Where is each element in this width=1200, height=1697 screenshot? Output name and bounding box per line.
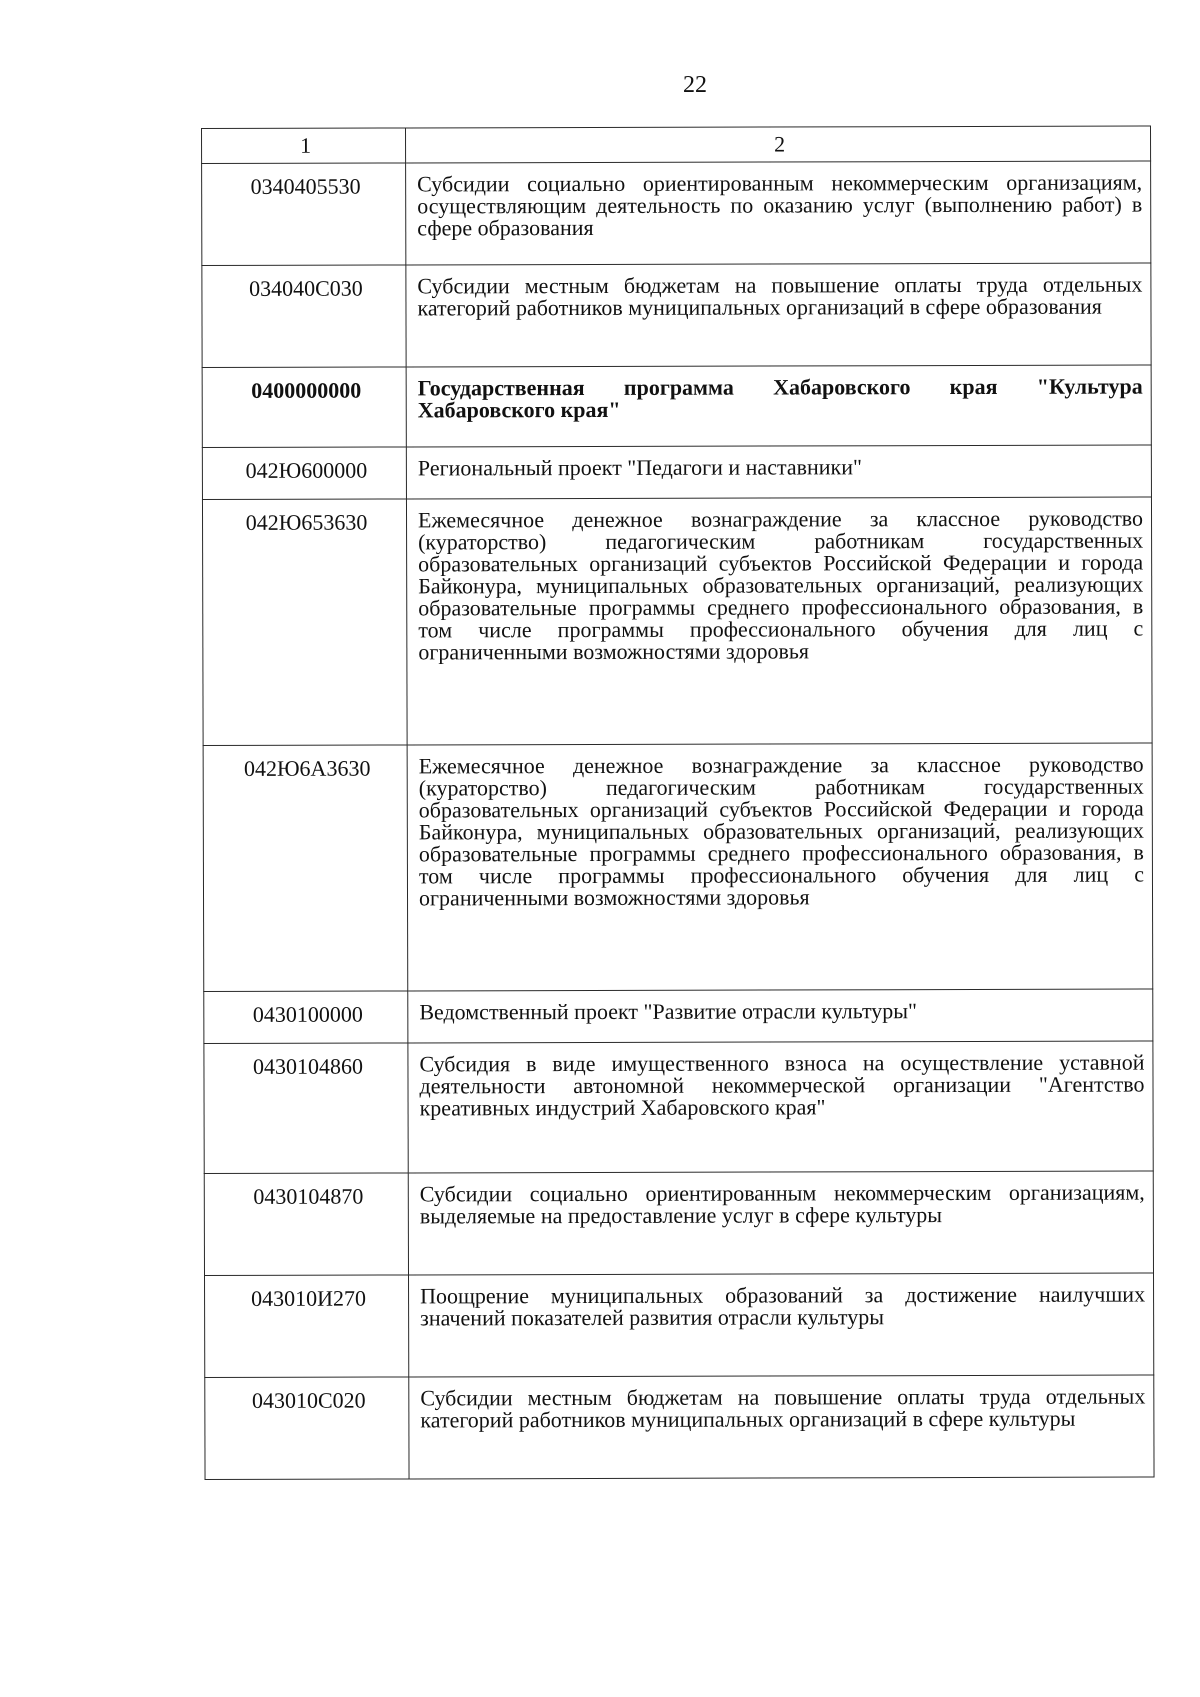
table-row [204,1041,1153,1173]
row-description: Субсидии местным бюджетам на повышение оплаты труда отдельных категорий работников муниципальных организаций в сфере образования [406,263,1151,367]
row-description: Ежемесячное денежное вознаграждение за классное руководство (кураторство) педагогическим работникам государственных образовательных организаций субъектов Российской Федерации и города Байконура, муниципальных образовательных организаций, реализующих образовательные программы среднего профессионального образования, в том числе программы профессионального обучения для лиц с ограниченными возможностями здоровья [406,497,1152,745]
row-description: Государственная программа Хабаровского края "Культура Хабаровского края" [406,365,1151,447]
budget-classification-table [201,126,1155,1480]
page-number: 22 [683,72,707,98]
row-description: Поощрение муниципальных образований за достижение наилучших значений показателей развития отрасли культуры [409,1273,1154,1377]
row-description: Ежемесячное денежное вознаграждение за классное руководство (кураторство) педагогическим работникам государственных образовательных организаций субъектов Российской Федерации и города Байконура, муниципальных образовательных организаций, реализующих образовательные программы среднего профессионального образования, в том числе программы профессионального обучения для лиц с ограниченными возможностями здоровья [407,743,1153,991]
row-description: Субсидии социально ориентированным некоммерческим организациям, осуществляющим деятельность по оказанию услуг (выполнению работ) в сфере образования [406,161,1151,265]
table-row-program [202,365,1151,447]
table-row [202,263,1151,367]
row-code: 0430104860 [204,1043,408,1174]
table-row [202,161,1151,265]
column-header-1: 1 [202,128,406,164]
column-header-2: 2 [406,126,1151,163]
table-row [205,1375,1154,1479]
row-code: 042Ю6А3630 [203,745,408,992]
row-code: 0400000000 [202,367,406,448]
table-header-row [202,126,1151,163]
row-code: 042Ю653630 [202,499,407,746]
table-row [202,445,1151,499]
row-description: Субсидии социально ориентированным некоммерческим организациям, выделяемые на предоставление услуг в сфере культуры [408,1171,1153,1275]
row-code: 0430100000 [204,991,408,1044]
row-description: Субсидии местным бюджетам на повышение оплаты труда отдельных категорий работников муниципальных организаций в сфере культуры [409,1375,1154,1479]
row-code: 0430104870 [204,1173,408,1276]
table-row [204,1171,1153,1275]
table-row [204,989,1153,1043]
row-description: Ведомственный проект "Развитие отрасли культуры" [408,989,1153,1043]
table-row [202,497,1152,745]
row-code: 043010С020 [205,1377,409,1480]
table-row [205,1273,1154,1377]
row-code: 034040С030 [202,265,406,368]
row-description: Региональный проект "Педагоги и наставники" [406,445,1151,499]
row-code: 043010И270 [205,1275,409,1378]
row-description: Субсидия в виде имущественного взноса на осуществление уставной деятельности автономной некоммерческой организации "Агентство креативных индустрий Хабаровского края" [408,1041,1153,1173]
row-code: 0340405530 [202,163,406,266]
row-code: 042Ю600000 [202,447,406,500]
table-row [203,743,1153,991]
